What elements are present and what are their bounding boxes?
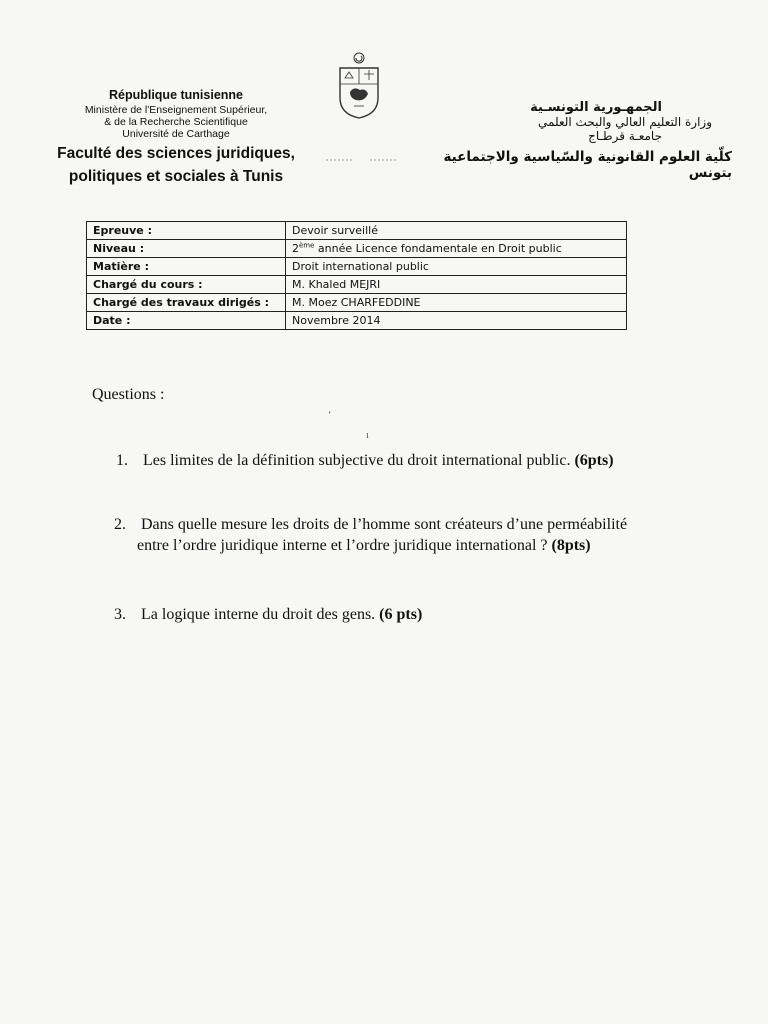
university-name: Université de Carthage — [122, 128, 230, 140]
table-row — [87, 276, 627, 294]
scan-speck: ʻ — [328, 410, 332, 421]
ar-faculty-name: كلّية العلوم القانونية والسّياسية والاجتماعية بتونس — [443, 149, 732, 181]
level-text: année Licence fondamentale en Droit public — [314, 241, 562, 255]
row-label: Niveau : — [87, 240, 286, 258]
row-label: Chargé des travaux dirigés : — [87, 294, 286, 312]
question-2 — [114, 516, 734, 555]
question-text-line-1: Dans quelle mesure les droits de l’homme sont créateurs d’une perméabilité — [141, 516, 628, 533]
institution-header-ar — [432, 100, 732, 181]
question-number: 2. — [114, 516, 126, 533]
question-1 — [116, 452, 614, 470]
row-label: Chargé du cours : — [87, 276, 286, 294]
table-row — [87, 222, 627, 240]
row-value: Devoir surveillé — [286, 222, 627, 240]
question-number: 1. — [116, 452, 128, 469]
ar-ministry-name: وزارة التعليم العالي والبحث العلمي — [538, 115, 712, 129]
row-value — [286, 240, 627, 258]
questions-heading: Questions : — [92, 386, 165, 403]
table-row — [87, 240, 627, 258]
country-name: République tunisienne — [108, 88, 244, 102]
ar-university-name: جامعـة قرطـاج — [588, 129, 662, 143]
question-text: La logique interne du droit des gens. — [141, 606, 376, 623]
institution-header-fr — [36, 88, 316, 186]
row-label: Date : — [87, 312, 286, 330]
question-points: (8pts) — [551, 537, 591, 554]
emblem-base-mark — [322, 150, 402, 164]
scan-speck: ı — [366, 430, 369, 441]
level-ordinal-suffix: ème — [299, 240, 315, 249]
faculty-line-1: Faculté des sciences juridiques, — [57, 145, 295, 162]
question-text: Les limites de la définition subjective du droit international public. — [143, 452, 571, 469]
table-row — [87, 312, 627, 330]
question-3 — [114, 606, 422, 624]
table-row — [87, 294, 627, 312]
row-value: Novembre 2014 — [286, 312, 627, 330]
row-label: Matière : — [87, 258, 286, 276]
question-points: (6pts) — [574, 452, 614, 469]
row-value: Droit international public — [286, 258, 627, 276]
coat-of-arms-emblem — [334, 50, 384, 120]
ministry-line-1: Ministère de l'Enseignement Supérieur, — [84, 104, 268, 116]
level-number: 2 — [292, 241, 299, 255]
exam-info-table — [86, 221, 627, 330]
row-label: Epreuve : — [87, 222, 286, 240]
ar-country-name: الجمهـورية التونسـية — [530, 100, 662, 115]
table-row — [87, 258, 627, 276]
question-number: 3. — [114, 606, 126, 623]
row-value: M. Khaled MEJRI — [286, 276, 627, 294]
ministry-line-2: & de la Recherche Scientifique — [104, 116, 248, 128]
question-points: (6 pts) — [379, 606, 423, 623]
faculty-line-2: politiques et sociales à Tunis — [68, 168, 284, 185]
question-text-line-2: entre l’ordre juridique interne et l’ordre juridique international ? — [137, 537, 548, 554]
row-value: M. Moez CHARFEDDINE — [286, 294, 627, 312]
